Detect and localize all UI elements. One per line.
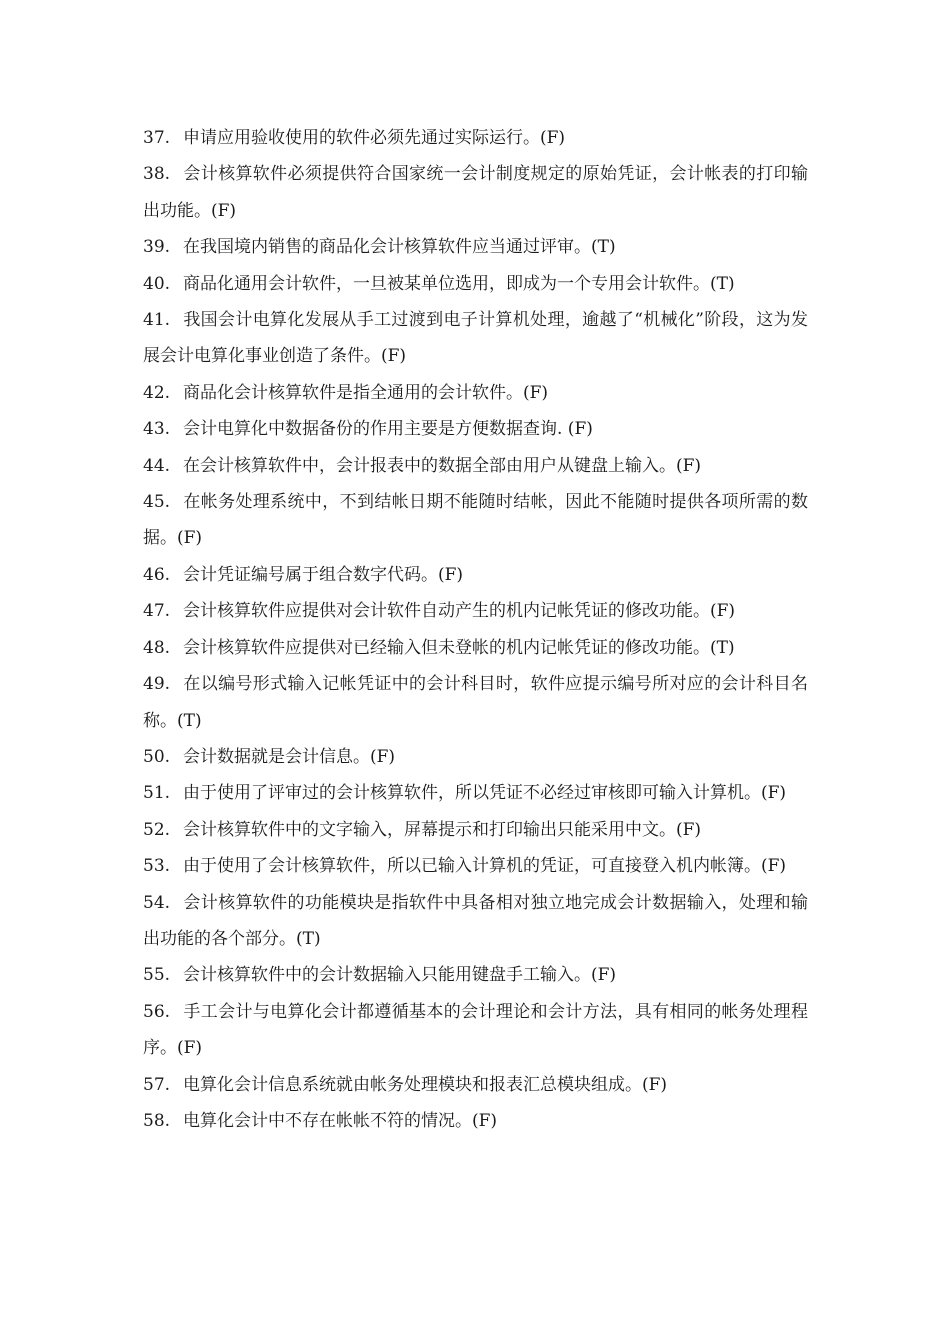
list-item xyxy=(143,156,808,229)
list-item xyxy=(143,848,808,884)
list-item xyxy=(143,302,808,375)
list-item xyxy=(143,120,808,156)
list-item xyxy=(143,957,808,993)
item-text: 会计数据就是会计信息。(F) xyxy=(183,746,396,767)
item-number: 49. xyxy=(143,674,171,695)
list-item xyxy=(143,666,808,739)
item-number: 43. xyxy=(143,419,171,440)
list-item xyxy=(143,411,808,447)
item-number: 56. xyxy=(143,1001,171,1022)
item-text: 在我国境内销售的商品化会计核算软件应当通过评审。(T) xyxy=(183,237,616,258)
item-number: 38. xyxy=(143,164,171,185)
item-number: 58. xyxy=(143,1110,171,1131)
list-item xyxy=(143,630,808,666)
item-text: 由于使用了会计核算软件，所以已输入计算机的凭证，可直接登入机内帐簿。(F) xyxy=(183,856,787,877)
item-number: 39. xyxy=(143,237,171,258)
list-item xyxy=(143,266,808,302)
list-item xyxy=(143,229,808,265)
item-number: 40. xyxy=(143,273,171,294)
list-item xyxy=(143,1103,808,1139)
item-text: 会计核算软件中的文字输入，屏幕提示和打印输出只能采用中文。(F) xyxy=(183,819,702,840)
item-text: 会计核算软件应提供对会计软件自动产生的机内记帐凭证的修改功能。(F) xyxy=(183,601,736,622)
item-number: 45. xyxy=(143,492,171,513)
item-text: 电算化会计信息系统就由帐务处理模块和报表汇总模块组成。(F) xyxy=(183,1074,668,1095)
list-item xyxy=(143,1067,808,1103)
item-text: 会计电算化中数据备份的作用主要是方便数据查询. (F) xyxy=(183,419,593,440)
list-item xyxy=(143,812,808,848)
list-item xyxy=(143,739,808,775)
item-text: 在会计核算软件中，会计报表中的数据全部由用户从键盘上输入。(F) xyxy=(183,455,702,476)
item-text: 申请应用验收使用的软件必须先通过实际运行。(F) xyxy=(183,128,566,148)
item-number: 55. xyxy=(143,965,171,986)
item-text: 商品化会计核算软件是指全通用的会计软件。(F) xyxy=(183,382,549,403)
item-number: 57. xyxy=(143,1074,171,1095)
item-number: 52. xyxy=(143,819,171,840)
item-number: 53. xyxy=(143,856,171,877)
list-item xyxy=(143,557,808,593)
item-text: 由于使用了评审过的会计核算软件，所以凭证不必经过审核即可输入计算机。(F) xyxy=(183,783,787,804)
item-number: 44. xyxy=(143,455,171,476)
item-number: 42. xyxy=(143,382,171,403)
list-item xyxy=(143,775,808,811)
list-item xyxy=(143,593,808,629)
list-item xyxy=(143,375,808,411)
item-text: 会计核算软件必须提供符合国家统一会计制度规定的原始凭证，会计帐表的打印输出功能。(F) xyxy=(143,164,808,221)
item-text: 会计凭证编号属于组合数字代码。(F) xyxy=(183,564,464,585)
list-item xyxy=(143,448,808,484)
item-number: 37. xyxy=(143,128,171,148)
item-number: 48. xyxy=(143,637,171,658)
item-text: 会计核算软件中的会计数据输入只能用键盘手工输入。(F) xyxy=(183,965,617,986)
item-text: 会计核算软件的功能模块是指软件中具备相对独立地完成会计数据输入，处理和输出功能的各个部分。(T) xyxy=(143,892,808,949)
item-number: 41. xyxy=(143,310,171,331)
list-item xyxy=(143,484,808,557)
list-item xyxy=(143,994,808,1067)
item-number: 51. xyxy=(143,783,171,804)
item-text: 在以编号形式输入记帐凭证中的会计科目时，软件应提示编号所对应的会计科目名称。(T) xyxy=(143,674,808,731)
item-number: 47. xyxy=(143,601,171,622)
item-text: 电算化会计中不存在帐帐不符的情况。(F) xyxy=(183,1110,498,1131)
item-text: 会计核算软件应提供对已经输入但未登帐的机内记帐凭证的修改功能。(T) xyxy=(183,637,735,658)
question-list xyxy=(143,120,808,1139)
item-text: 手工会计与电算化会计都遵循基本的会计理论和会计方法，具有相同的帐务处理程序。(F) xyxy=(143,1001,808,1059)
item-text: 在帐务处理系统中，不到结帐日期不能随时结帐，因此不能随时提供各项所需的数据。(F) xyxy=(143,492,808,549)
item-number: 50. xyxy=(143,746,171,767)
list-item xyxy=(143,885,808,958)
item-number: 54. xyxy=(143,892,171,913)
item-text: 我国会计电算化发展从手工过渡到电子计算机处理，逾越了“机械化”阶段，这为发展会计电算化事业创造了条件。(F) xyxy=(143,310,808,367)
item-text: 商品化通用会计软件，一旦被某单位选用，即成为一个专用会计软件。(T) xyxy=(183,273,735,294)
item-number: 46. xyxy=(143,564,171,585)
